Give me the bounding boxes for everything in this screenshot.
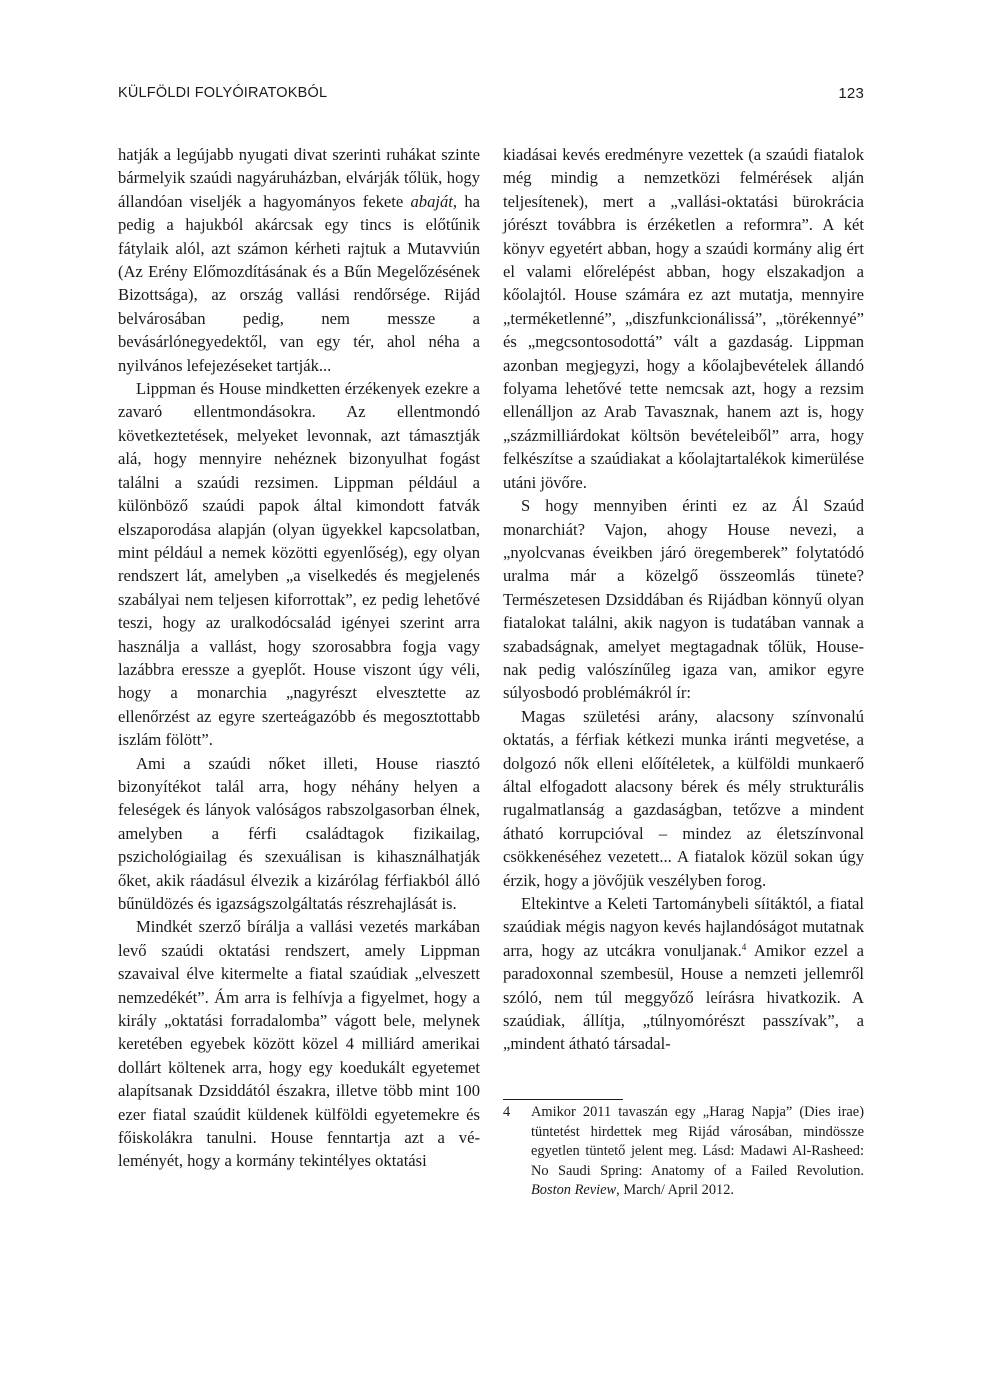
footnote-reference[interactable]: 4 — [741, 941, 747, 952]
paragraph-left-3: Ami a szaúdi nőket illeti, House riasztó bizonyítékot talál arra, hogy néhány helyen a feleségek és lányok valóságos rabszolgasorban élnek, amelyben a férfi családtagok fizikailag, pszichológiailag és szexuálisan is kihasználhatják őket, akik ráadásul élvezik a kizárólag férfiakból álló bűnüldözés és igazságszolgáltatás részrehajlását is. — [118, 753, 480, 913]
paragraph-left-1: hatják a legújabb nyugati divat szerinti ruhákat szinte bármelyik szaúdi nagyáruházban, elvárják tőlük, hogy állandóan viseljék a hagyományos fekete abaját, ha pedig a hajukból akárcsak egy tincs is előtűnik fátylaik alól, azt számon kérheti rajtuk a Mutavviún (Az Erény Előmozdításának és a Bűn Megelőzésének Bizottsága), az ország vallási rendőrsége. Rijád belvárosában pedig, nem messze a bevásárlónegyedektől, van egy tér, ahol néha a nyilvános lefejezéseket tartják... — [118, 145, 480, 375]
footnote-journal: Boston Review — [531, 1182, 617, 1199]
paragraph-left-2: Lippman és House mindketten érzékenyek ezekre a zavaró ellentmondásokra. Az ellentmondó következtetések, melyeket levonnak, azt támasztják alá, hogy mennyire nehéznek bizonyulhat fogást találni a szaúdi rezsimen. Lippman például a különböző szaúdi papok által kimondott fatvák elszaporodása alapján (olyan ügyekkel kapcsolatban, mint például a nemek közötti egyenlőség), egy olyan rendszert lát, amelyben „a viselkedés és megjelenés szabályai nem teljesen kiforrottak”, ez pedig lehetővé teszi, hogy az uralkodócsalád igényei szerint arra használja a vallást, hogy szorosabbra fogja vagy lazábbra eressze a gyeplőt. House viszont úgy véli, hogy a monarchia „nagyrészt elvesztette az ellenőrzést az egyre szerteágazóbb és megosztottabb iszlám fölött”. — [118, 379, 480, 750]
page-number: 123 — [838, 85, 864, 102]
italic-term: abaját — [410, 191, 453, 211]
paragraph-left-4: Mindkét szerző bírálja a vallási vezetés markában levő szaúdi oktatási rendszert, amely Lippman szavaival élve kitermelte a fiatal szaúdiak „elveszett nemzedékét”. Ám arra is felhívja a figyelmet, hogy a király „oktatási forradalomba” vágott bele, melynek keretében egyebek között közel 4 milliárd amerikai dollárt költenek arra, hogy egy koedukált egyetemet alapítsanak Dzsiddától északra, illetve több mint 100 ezer fiatal szaúdit küldenek külföldi egyetemekre és főiskolákra tanulni. House fenntartja azt a véleményét, hogy a kormány tekintélyes oktatási — [118, 917, 480, 1171]
right-column — [503, 143, 864, 1056]
footnote-text: Amikor 2011 tavaszán egy „Harag Napja” (Dies irae) tüntetést hirdettek meg Rijád városában, mindössze egyetlen tüntető jelent meg. Lásd: Madawi Al-Rasheed: No Saudi Spring: Anatomy of a Failed Revolution. Boston Review, March/ April 2012. — [531, 1104, 864, 1199]
paragraph-right-4: Eltekintve a Keleti Tartománybeli síitáktól, a fiatal szaúdiak mégis nagyon kevés hajlandóságot mutatnak arra, hogy az utcákra vonuljanak.$^4$ Amikor ezzel a paradoxonnal szembesül, House a nemzeti jellemről szóló, nem túl meggyőző leírásra hivatkozik. A szaúdiak, állítja, „túlnyomórészt passzívak”, a „mindent átható társadal- — [503, 894, 864, 1054]
running-header — [118, 85, 864, 109]
footnote-divider — [503, 1099, 623, 1100]
footnote — [503, 1103, 864, 1201]
paragraph-right-1: kiadásai kevés eredményre vezettek (a szaúdi fiatalok még mindig a nemzetközi felmérések alján teljesítenek), mert a „vallási-oktatási bürokrácia jórészt továbbra is érzéketlen a reformra”. A két könyv egyetért abban, hogy a szaúdi kormány alig ért el valami előrelépést abban, hogy elszakadjon a kőolajtól. House számára ez azt mutatja, mennyire „terméketlenné”, „diszfunkcionálissá”, „törékennyé” és „megcsontosodottá” vált a gazdaság. Lippman azonban megjegyzi, hogy a kőolajbevételek állandó folyama lehetővé tette nemcsak azt, hogy a rezsim ellenálljon az Arab Tavasznak, hanem azt is, hogy „százmilliárdokat költsön bevételeiből” arra, hogy felkészítse a szaúdiakat a kőolajtartalékok kimerülése utáni jövőre. — [503, 145, 864, 492]
paragraph-right-2: S hogy mennyiben érinti ez az Ál Szaúd monarchiát? Vajon, ahogy House nevezi, a „nyolcvanas éveikben járó öregemberek” folytatódó uralma már a közelgő összeomlás tünete? Természetesen Dzsiddában és Rijádban könnyű olyan fiatalokat találni, akik nagyon is tudatában vannak a szabadságnak, amelyet megtagadnak tőlük, House-nak pedig valószínűleg igaza van, amikor egyre súlyosbodó problémákról ír: — [503, 496, 864, 703]
footnote-number: 4 — [503, 1104, 511, 1120]
block-quote: Magas születési arány, alacsony színvonalú oktatás, a férfiak kétkezi munka iránti megvetése, a dolgozó nők elleni előítéletek, a külföldi munkaerő által elfogadott alacsony bérek és mély strukturális rugalmatlanság a gazdaságban, tetőzve a mindent átható korrupcióval – mindez az életszínvonal csökkenéséhez vezetett... A fiatalok közül sokan úgy érzik, hogy a jövőjük veszélyben forog. — [503, 706, 864, 890]
running-title: KÜLFÖLDI FOLYÓIRATOKBÓL — [118, 85, 328, 101]
left-column — [118, 143, 480, 1173]
